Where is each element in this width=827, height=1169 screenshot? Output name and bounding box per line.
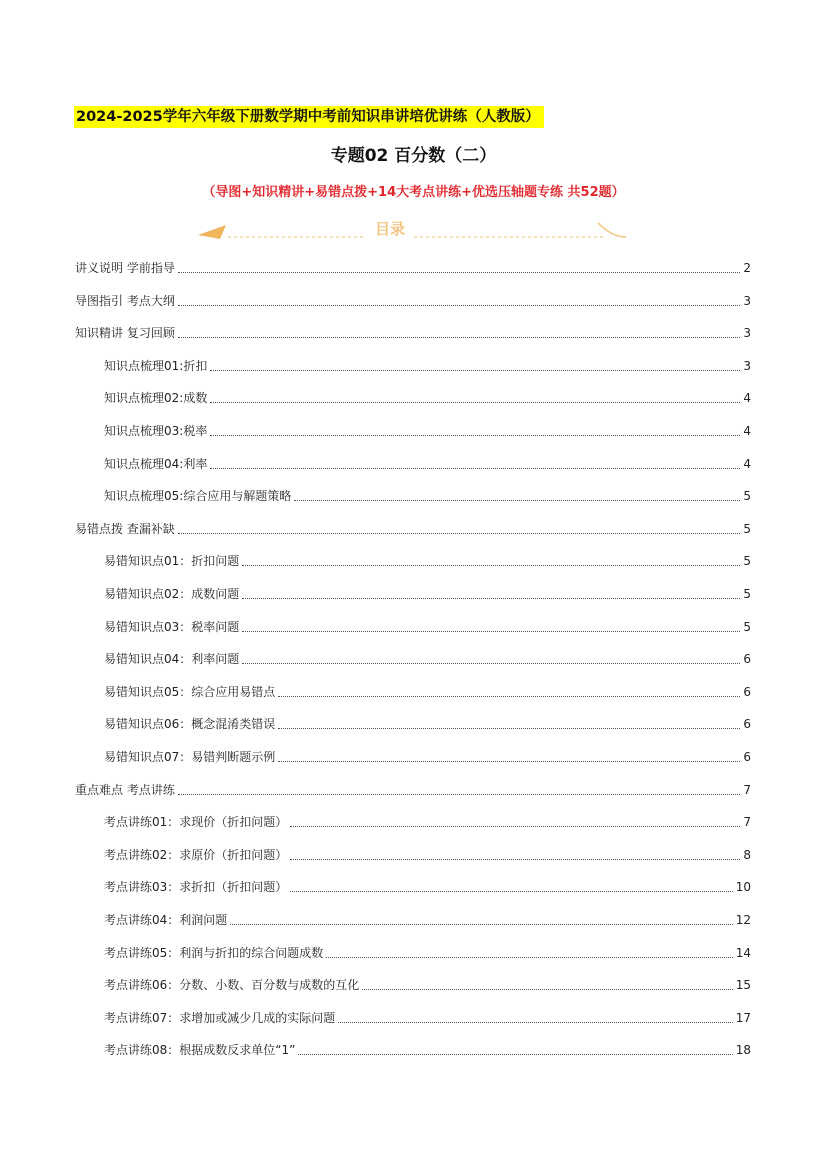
- toc-entry-page: 17: [735, 1011, 751, 1025]
- toc-entry-label: 考点讲练07：求增加或减少几成的实际问题: [104, 1011, 336, 1025]
- document-banner: 2024-2025学年六年级下册数学期中考前知识串讲培优讲练（人教版）: [74, 106, 544, 128]
- toc-entry[interactable]: [104, 812, 751, 830]
- toc-leader-dots: [210, 369, 740, 371]
- toc-entry-label: 知识点梳理03:税率: [104, 424, 208, 438]
- toc-leader-dots: [178, 336, 740, 338]
- page-subtitle: （导图+知识精讲+易错点拨+14大考点讲练+优选压轴题专练 共52题）: [202, 185, 625, 200]
- toc-entry[interactable]: [104, 454, 751, 472]
- toc-entry-label: 考点讲练03：求折扣（折扣问题）: [104, 880, 288, 894]
- toc-entry[interactable]: [104, 1008, 751, 1026]
- toc-entry-label: 考点讲练01：求现价（折扣问题）: [104, 815, 288, 829]
- toc-leader-dots: [178, 532, 740, 534]
- toc-entry[interactable]: [104, 845, 751, 863]
- toc-entry[interactable]: [75, 258, 751, 276]
- toc-entry-label: 易错点拨 查漏补缺: [75, 522, 175, 536]
- toc-entry-page: 6: [743, 750, 751, 764]
- toc-entry[interactable]: [104, 682, 751, 700]
- toc-leader-dots: [210, 467, 740, 469]
- toc-leader-dots: [290, 890, 732, 892]
- toc-entry-label: 考点讲练06：分数、小数、百分数与成数的互化: [104, 978, 360, 992]
- toc-leader-dots: [290, 858, 740, 860]
- toc-entry-page: 5: [743, 489, 751, 503]
- toc-leader-dots: [178, 793, 740, 795]
- toc-entry-page: 12: [735, 913, 751, 927]
- toc-entry[interactable]: [104, 747, 751, 765]
- toc-entry[interactable]: [104, 486, 751, 504]
- toc-leader-dots: [294, 499, 740, 501]
- toc-entry[interactable]: [104, 975, 751, 993]
- toc-entry-page: 4: [743, 457, 751, 471]
- toc-entry[interactable]: [104, 356, 751, 374]
- toc-entry-label: 知识点梳理01:折扣: [104, 359, 208, 373]
- toc-entry-page: 5: [743, 620, 751, 634]
- toc-leader-dots: [210, 401, 740, 403]
- toc-entry-page: 5: [743, 587, 751, 601]
- toc-entry-label: 讲义说明 学前指导: [75, 261, 175, 275]
- toc-leader-dots: [278, 760, 740, 762]
- toc-leader-dots: [290, 825, 740, 827]
- toc-entry-page: 5: [743, 522, 751, 536]
- toc-entry-label: 考点讲练08：根据成数反求单位“1”: [104, 1043, 296, 1057]
- toc-entry-label: 知识点梳理05:综合应用与解题策略: [104, 489, 292, 503]
- toc-leader-dots: [326, 956, 732, 958]
- toc-entry[interactable]: [75, 291, 751, 309]
- toc-leader-dots: [242, 564, 740, 566]
- toc-entry[interactable]: [104, 421, 751, 439]
- toc-entry[interactable]: [104, 584, 751, 602]
- toc-entry-page: 3: [743, 294, 751, 308]
- toc-entry-label: 考点讲练02：求原价（折扣问题）: [104, 848, 288, 862]
- toc-entry-page: 7: [743, 815, 751, 829]
- toc-entry-label: 知识点梳理02:成数: [104, 391, 208, 405]
- toc-entry-label: 易错知识点07：易错判断题示例: [104, 750, 276, 764]
- page-title: 专题02 百分数（二）: [330, 146, 497, 166]
- toc-entry-label: 考点讲练05：利润与折扣的综合问题成数: [104, 946, 324, 960]
- toc-entry-page: 15: [735, 978, 751, 992]
- toc-leader-dots: [242, 662, 740, 664]
- toc-leader-dots: [242, 630, 740, 632]
- toc-entry-page: 8: [743, 848, 751, 862]
- toc-entry-page: 3: [743, 326, 751, 340]
- toc-leader-dots: [298, 1053, 732, 1055]
- toc-leader-dots: [362, 988, 732, 990]
- toc-entry-label: 易错知识点04：利率问题: [104, 652, 240, 666]
- toc-entry-page: 14: [735, 946, 751, 960]
- toc-leader-dots: [178, 271, 740, 273]
- toc-entry[interactable]: [104, 388, 751, 406]
- toc-entry-label: 考点讲练04：利润问题: [104, 913, 228, 927]
- toc-entry[interactable]: [104, 649, 751, 667]
- toc-entry-label: 知识精讲 复习回顾: [75, 326, 175, 340]
- toc-entry-label: 易错知识点03：税率问题: [104, 620, 240, 634]
- toc-entry-label: 易错知识点06：概念混淆类错误: [104, 717, 276, 731]
- toc-entry-label: 易错知识点02：成数问题: [104, 587, 240, 601]
- toc-header-label: 目录: [374, 222, 406, 238]
- toc-entry-page: 6: [743, 685, 751, 699]
- toc-leader-dots: [178, 304, 740, 306]
- toc-entry-label: 易错知识点01：折扣问题: [104, 554, 240, 568]
- toc-leader-dots: [278, 695, 740, 697]
- toc-entry[interactable]: [104, 943, 751, 961]
- toc-entry-page: 4: [743, 424, 751, 438]
- toc-entry-page: 5: [743, 554, 751, 568]
- toc-leader-dots: [242, 597, 740, 599]
- toc-entry-page: 6: [743, 652, 751, 666]
- toc-entry-label: 重点难点 考点讲练: [75, 783, 175, 797]
- toc-leader-dots: [230, 923, 732, 925]
- toc-entry[interactable]: [104, 1040, 751, 1058]
- toc-entry-page: 18: [735, 1043, 751, 1057]
- toc-entry-label: 易错知识点05：综合应用易错点: [104, 685, 276, 699]
- toc-entry[interactable]: [104, 617, 751, 635]
- toc-entry[interactable]: [104, 714, 751, 732]
- toc-entry-page: 6: [743, 717, 751, 731]
- toc-leader-dots: [338, 1021, 732, 1023]
- toc-entry[interactable]: [75, 323, 751, 341]
- toc-leader-dots: [210, 434, 740, 436]
- toc-entry-label: 知识点梳理04:利率: [104, 457, 208, 471]
- toc-entry-page: 2: [743, 261, 751, 275]
- toc-entry-page: 4: [743, 391, 751, 405]
- toc-entry[interactable]: [104, 551, 751, 569]
- toc-entry[interactable]: [104, 877, 751, 895]
- toc-entry[interactable]: [75, 780, 751, 798]
- toc-entry[interactable]: [75, 519, 751, 537]
- toc-entry-page: 3: [743, 359, 751, 373]
- toc-entry-label: 导图指引 考点大纲: [75, 294, 175, 308]
- toc-entry-page: 10: [735, 880, 751, 894]
- toc-entry[interactable]: [104, 910, 751, 928]
- toc-entry-page: 7: [743, 783, 751, 797]
- toc-leader-dots: [278, 727, 740, 729]
